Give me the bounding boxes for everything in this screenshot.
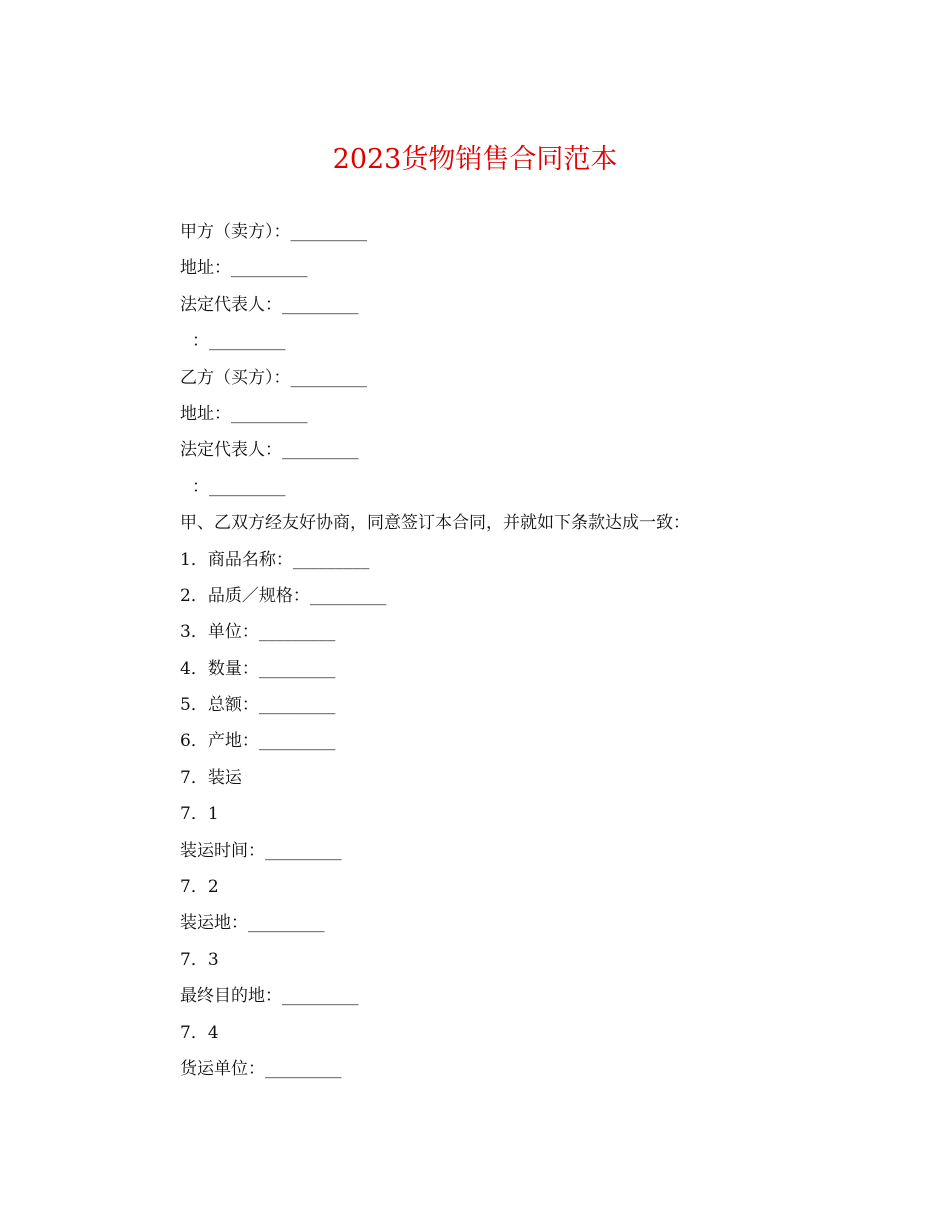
clause-quality-spec: 2．品质／规格：_________ [180, 585, 387, 606]
clause-shipment-place: 装运地：_________ [180, 913, 325, 934]
buyer-legal-rep-line: 法定代表人：_________ [180, 440, 359, 461]
clause-carrier: 货运单位：_________ [180, 1058, 342, 1079]
buyer-blank-line: ：_________ [192, 476, 286, 497]
clause-7-1-number: 7．1 [180, 804, 219, 825]
clause-7-3-number: 7．3 [180, 949, 219, 970]
seller-address-line: 地址：_________ [180, 258, 308, 279]
seller-blank-line: ：_________ [192, 331, 286, 352]
clause-shipment: 7．装运 [180, 767, 242, 788]
clause-quantity: 4．数量：_________ [180, 658, 336, 679]
clause-7-4-number: 7．4 [180, 1022, 219, 1043]
clause-product-name: 1．商品名称：_________ [180, 549, 370, 570]
seller-legal-rep-line: 法定代表人：_________ [180, 294, 359, 315]
clause-shipment-time: 装运时间：_________ [180, 840, 342, 861]
document-title: 2023货物销售合同范本 [332, 144, 618, 175]
clause-7-2-number: 7．2 [180, 877, 219, 898]
seller-party-line: 甲方（卖方）：_________ [180, 222, 367, 242]
contract-body [180, 214, 800, 1087]
clause-unit: 3．单位：_________ [180, 622, 336, 643]
buyer-address-line: 地址：_________ [180, 403, 308, 424]
buyer-party-line: 乙方（买方）：_________ [180, 367, 367, 388]
clause-origin: 6．产地：_________ [180, 731, 336, 752]
clause-final-destination: 最终目的地：_________ [180, 986, 359, 1007]
clause-total-amount: 5．总额：_________ [180, 695, 336, 716]
agreement-intro-line: 甲、乙双方经友好协商，同意签订本合同，并就如下条款达成一致： [180, 513, 690, 534]
